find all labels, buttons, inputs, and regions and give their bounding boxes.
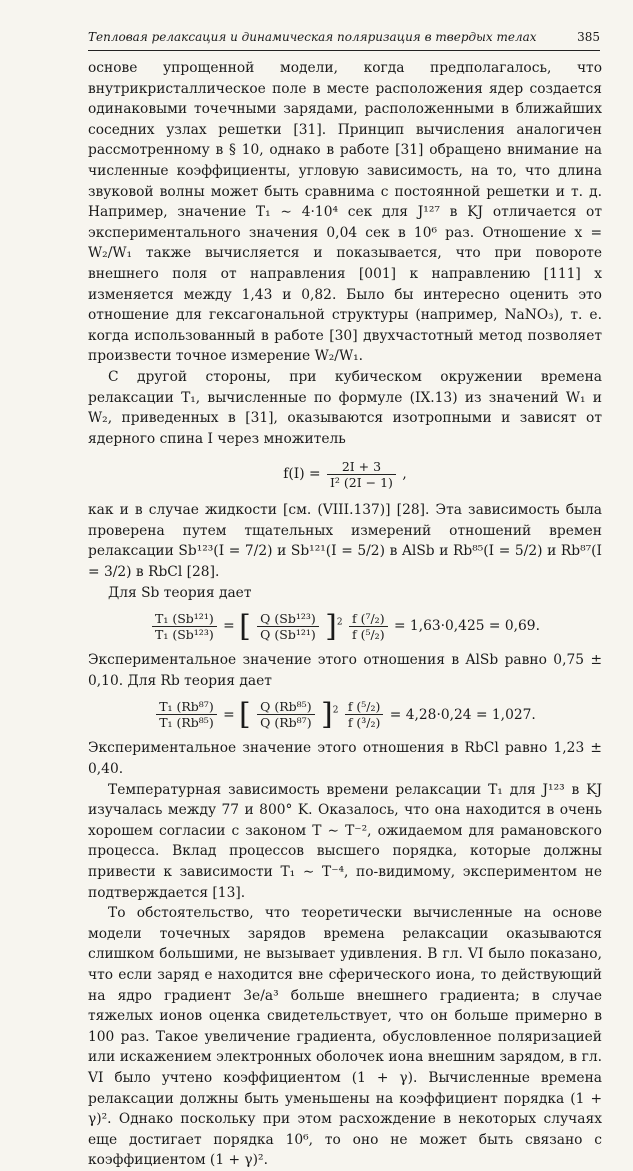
paragraph-5: Экспериментальное значение этого отношения в AlSb равно 0,75 ± 0,10. Для Rb теория дает [88,652,602,689]
formula-f-denominator: I² (2I − 1) [329,475,393,491]
formula-rb-q-num: Q (Rb⁸⁵) [257,699,314,715]
formula-sb-q-den: Q (Sb¹²¹) [260,627,316,643]
formula-sb-right-bracket: ] [325,608,337,644]
formula-rb-right-bracket: ] [320,696,333,732]
running-title: Тепловая релаксация и динамическая поляризация в твердых телах [88,30,537,44]
formula-sb-f-den: f (⁵/₂) [351,627,385,643]
page-header [88,30,600,51]
formula-sb-q-ratio [257,611,319,642]
formula-rb-lhs-den: T₁ (Rb⁸⁵) [159,715,214,731]
formula-rb-result: = 4,28·0,24 = 1,027. [389,706,536,723]
formula-f-lhs: f(I) = [283,466,321,483]
paragraph-2: С другой стороны, при кубическом окружении времена релаксации T₁, вычисленные по формуле (IX.13) из значений W₁ и W₂, приведенных в [31], оказываются изотропными и зависят от ядерного спина I через множитель [88,368,602,447]
formula-rb-q-ratio [257,699,314,730]
formula-rb-f-den: f (³/₂) [347,715,381,731]
paragraph-8: То обстоятельство, что теоретически вычисленные на основе модели точечных зарядов времена релаксации оказываются слишком большими, не вызывает удивления. В гл. VI было показано, что если заряд e находится вне сферического иона, то действующий на ядро градиент 3e/a³ больше внешнего градиента; в случае тяжелых ионов оценка свидетельствует, что он больше примерно в 100 раз. Такое увеличение градиента, обусловленное поляризацией или искажением электронных оболочек иона внешним зарядом, в гл. VI было учтено коэффициентом (1 + γ). Вычисленные времена релаксации должны быть уменьшены на коэффициент порядка (1 + γ)². Однако поскольку при этом расхождение в некоторых случаях еще достигает порядка 10⁶, то оно не может быть связано с коэффициентом (1 + γ)². [88,905,602,1169]
formula-rb-square: 2 [332,705,339,716]
formula-rb-equals: = [223,706,235,723]
formula-rb-left-bracket: [ [239,696,251,732]
formula-f-of-i [88,459,602,490]
formula-sb-lhs [152,611,217,642]
formula-rb-f-num: f (⁵/₂) [345,699,384,715]
paragraph-3: как и в случае жидкости [см. (VIII.137)] [28]. Эта зависимость была проверена путем тщательных измерений отношений времен релаксации Sb¹²³(I = 7/2) и Sb¹²¹(I = 5/2) в AlSb и Rb⁸⁵(I = 5/2) и Rb⁸⁷(I = 3/2) в RbCl [28]. [88,502,602,581]
paragraph-4: Для Sb теория дает [108,584,252,601]
formula-f-tail: , [402,466,407,483]
formula-sb-f-ratio [349,611,388,642]
formula-rb-lhs-num: T₁ (Rb⁸⁷) [156,699,217,715]
formula-sb-left-bracket: [ [239,608,251,644]
page-number: 385 [577,30,600,44]
formula-sb-lhs-den: T₁ (Sb¹²³) [155,627,214,643]
formula-rb-f-ratio [345,699,384,730]
paragraph-1: основе упрощенной модели, когда предполагалось, что внутрикристаллическое поле в месте расположения ядер создается одинаковыми точечными зарядами, расположенными в ближайших соседних узлах решетки [31]. Принцип вычисления аналогичен рассмотренному в § 10, однако в работе [31] обращено внимание на численные коэффициенты, угловую зависимость, на то, что длина звуковой волны может быть сравнима с постоянной решетки и т. д. Например, значение T₁ ∼ 4·10⁴ сек для J¹²⁷ в KJ отличается от экспериментального значения 0,04 сек в 10⁶ раз. Отношение x = W₂/W₁ также вычисляется и показывается, что при повороте внешнего поля от направления [001] к направлению [111] x изменяется между 1,43 и 0,82. Было бы интересно оценить это отношение для гексагональной структуры (например, NaNO₃), т. е. когда использованный в работе [30] двухчастотный метод позволяет произвести точное измерение W₂/W₁. [88,60,602,365]
formula-rb-q-den: Q (Rb⁸⁷) [260,715,312,731]
body-text [88,58,602,1171]
formula-rb-lhs [156,699,217,730]
formula-sb-square: 2 [336,617,343,628]
formula-sb-lhs-num: T₁ (Sb¹²¹) [152,611,217,627]
formula-sb-equals: = [223,618,235,635]
formula-sb-f-num: f (⁷/₂) [349,611,388,627]
formula-sb-q-num: Q (Sb¹²³) [257,611,319,627]
formula-f-numerator: 2I + 3 [327,459,396,475]
formula-sb-result: = 1,63·0,425 = 0,69. [393,618,540,635]
paragraph-7: Температурная зависимость времени релаксации T₁ для J¹²³ в KJ изучалась между 77 и 800° K. Оказалось, что она находится в очень хорошем согласии с законом T ∼ T⁻², ожидаемом для рамановского процесса. Вклад процессов высшего порядка, которые должны привести к зависимости T₁ ∼ T⁻⁴, по-видимому, экспериментом не подтверждается [13]. [88,781,602,901]
paragraph-6: Экспериментальное значение этого отношения в RbCl равно 1,23 ± 0,40. [88,740,602,778]
formula-f-fraction [327,459,396,490]
formula-sb-ratio [88,608,602,644]
formula-rb-ratio [88,696,602,732]
